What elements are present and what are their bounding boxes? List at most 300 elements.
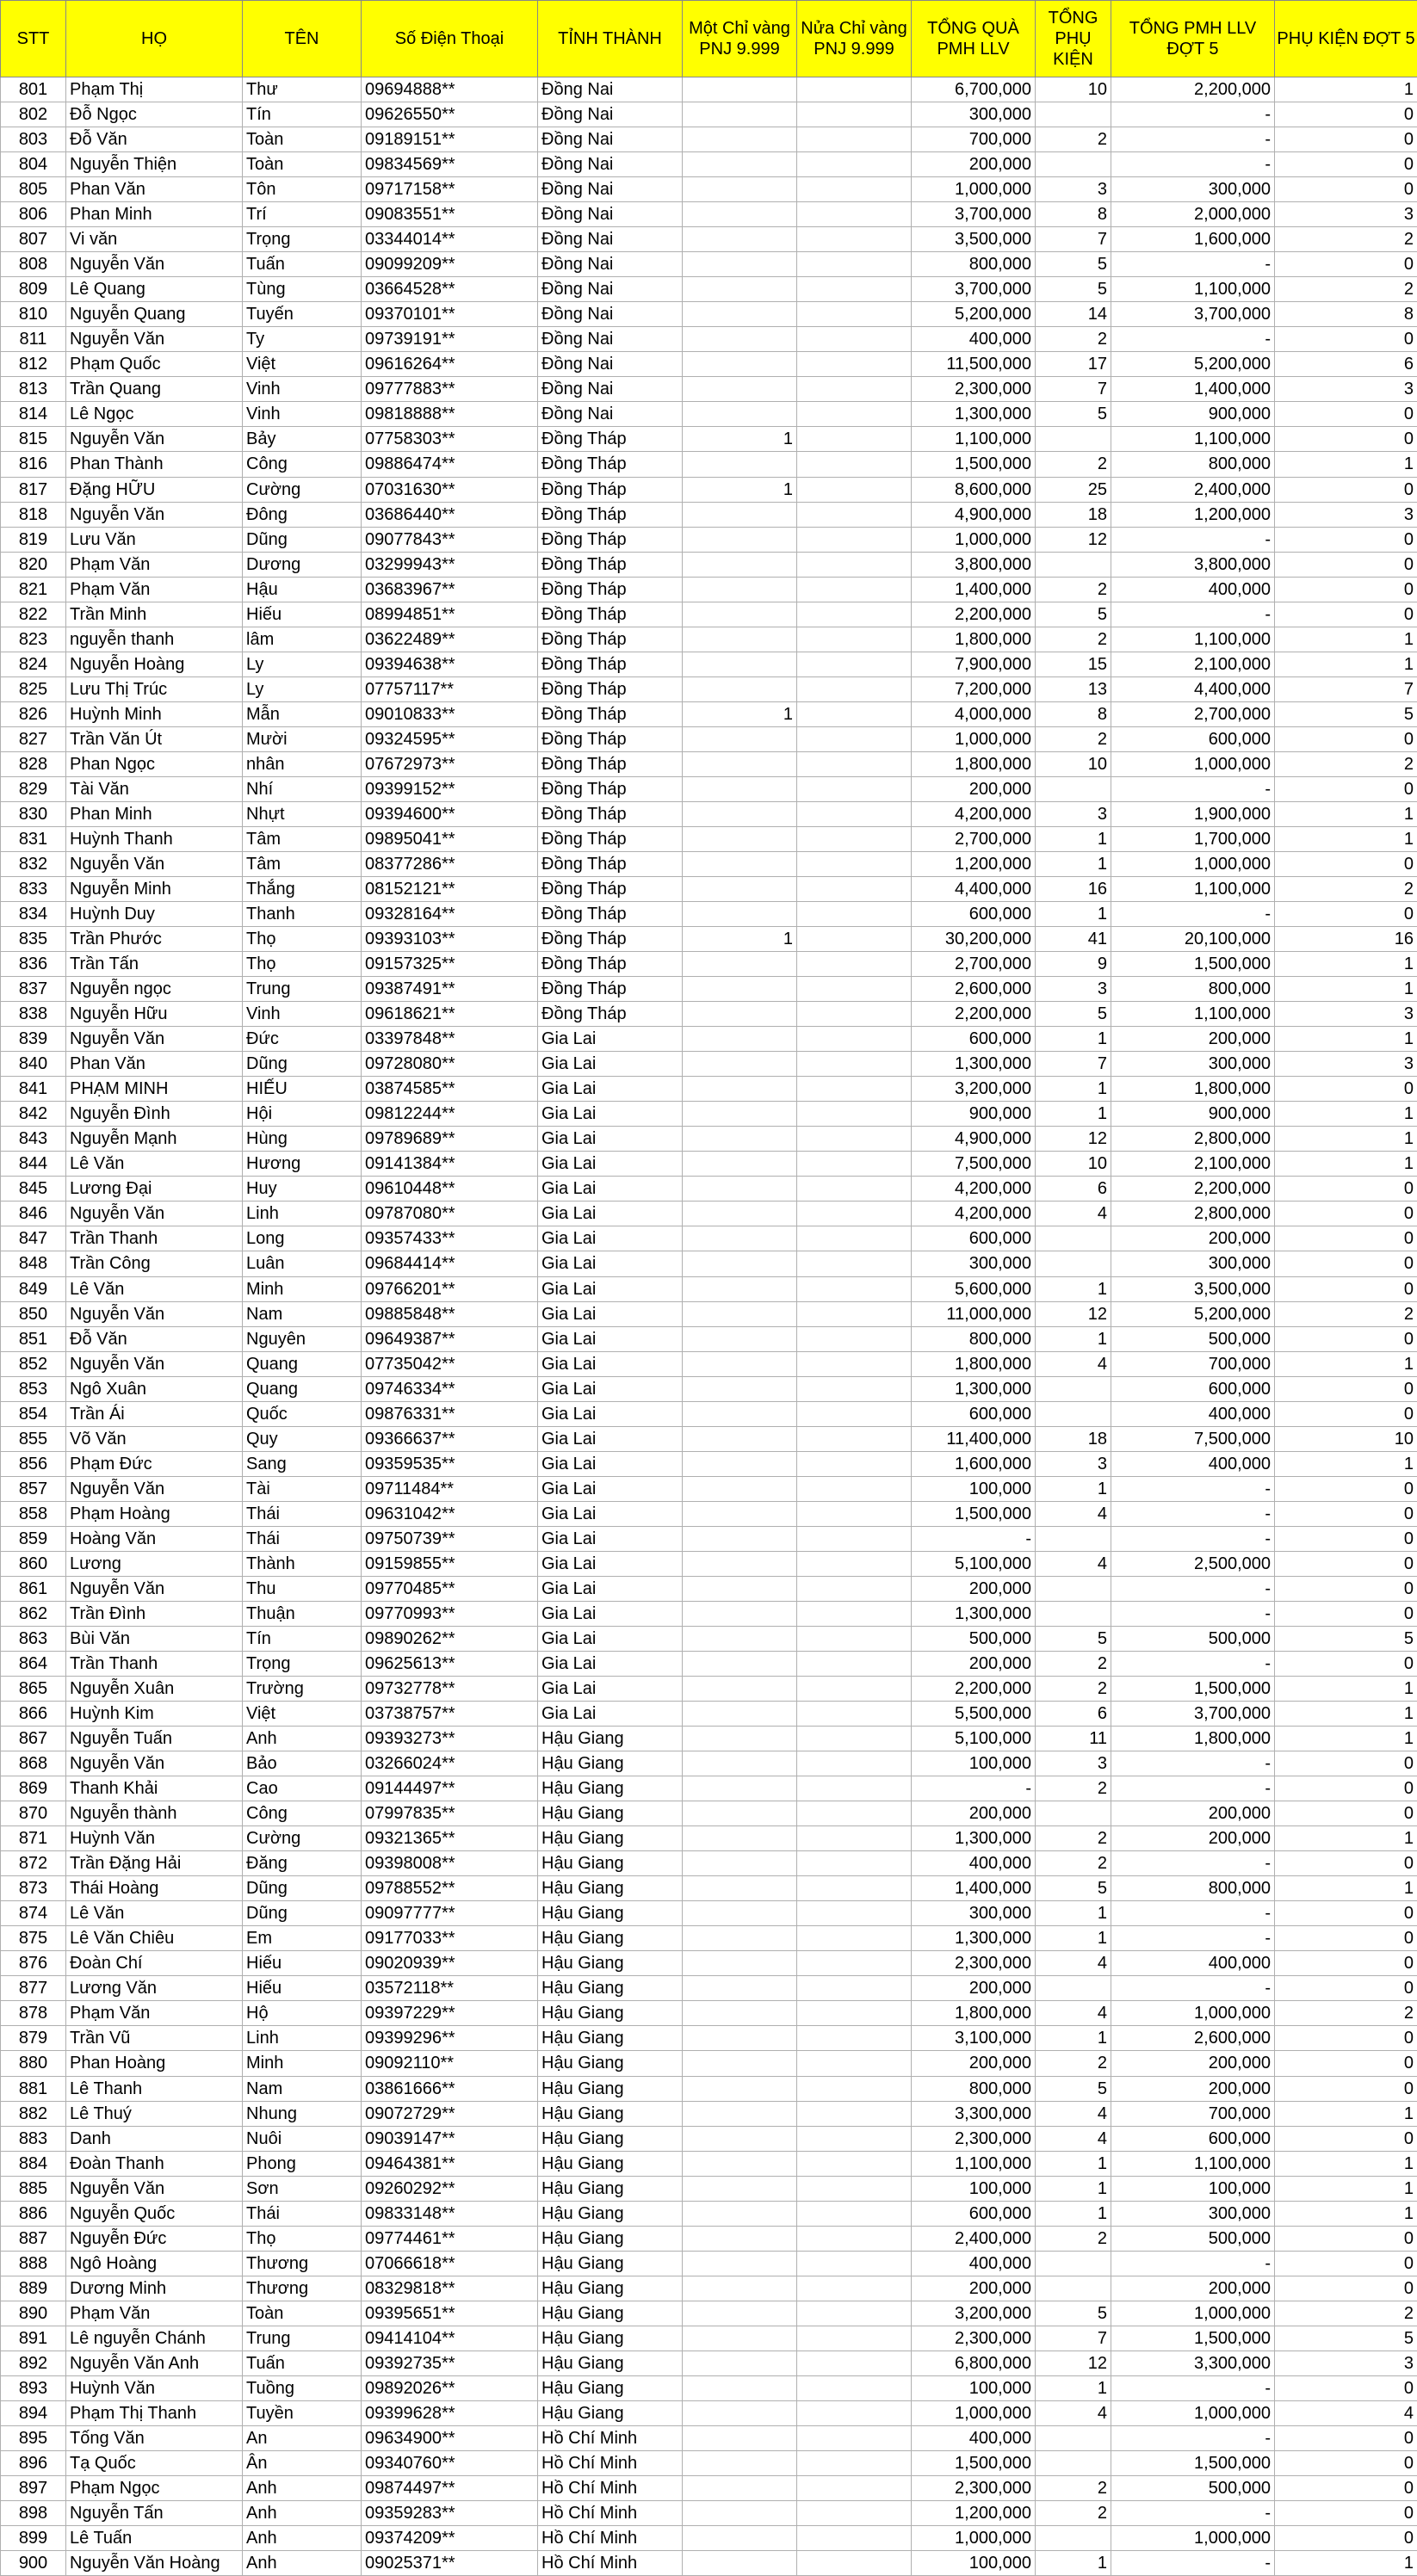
cell-total-voucher: 2,300,000 — [912, 2126, 1036, 2151]
cell-voucher-round5: 500,000 — [1111, 1626, 1275, 1651]
cell-total-voucher: 3,200,000 — [912, 1077, 1036, 1102]
cell-province: Đồng Tháp — [538, 826, 683, 851]
cell-ho: Nguyễn Văn — [66, 327, 243, 352]
cell-half-chi-gold — [797, 851, 912, 876]
cell-one-chi-gold: 1 — [683, 927, 797, 952]
cell-total-voucher: 700,000 — [912, 127, 1036, 152]
cell-stt: 890 — [1, 2301, 66, 2326]
cell-half-chi-gold — [797, 1376, 912, 1401]
cell-stt: 806 — [1, 202, 66, 227]
cell-phone: 03683967** — [362, 577, 538, 602]
table-row — [1, 2051, 1417, 2076]
cell-accessories-round5: 0 — [1275, 851, 1417, 876]
table-row — [1, 952, 1417, 977]
cell-stt: 831 — [1, 826, 66, 851]
cell-province: Gia Lai — [538, 1301, 683, 1326]
cell-one-chi-gold — [683, 1601, 797, 1626]
cell-total-accessories: 2 — [1036, 627, 1111, 652]
cell-one-chi-gold — [683, 402, 797, 427]
cell-accessories-round5: 0 — [1275, 1526, 1417, 1551]
cell-total-voucher: 400,000 — [912, 327, 1036, 352]
cell-ten: Việt — [243, 1702, 362, 1727]
cell-total-voucher: 1,000,000 — [912, 2526, 1036, 2551]
cell-phone: 09732778** — [362, 1677, 538, 1702]
cell-accessories-round5: 1 — [1275, 2151, 1417, 2176]
cell-one-chi-gold — [683, 952, 797, 977]
cell-one-chi-gold — [683, 877, 797, 902]
cell-province: Đồng Tháp — [538, 726, 683, 751]
cell-total-accessories: 11 — [1036, 1727, 1111, 1751]
cell-ho: Tạ Quốc — [66, 2450, 243, 2475]
cell-one-chi-gold — [683, 2051, 797, 2076]
cell-province: Hậu Giang — [538, 1801, 683, 1826]
cell-ten: Quang — [243, 1376, 362, 1401]
cell-accessories-round5: 2 — [1275, 277, 1417, 302]
cell-one-chi-gold — [683, 2301, 797, 2326]
cell-half-chi-gold — [797, 127, 912, 152]
cell-phone: 09357433** — [362, 1226, 538, 1251]
table-row — [1, 1926, 1417, 1951]
cell-voucher-round5: 300,000 — [1111, 177, 1275, 202]
cell-total-accessories: 14 — [1036, 302, 1111, 327]
cell-voucher-round5: 4,400,000 — [1111, 676, 1275, 701]
cell-voucher-round5: 200,000 — [1111, 1226, 1275, 1251]
cell-half-chi-gold — [797, 102, 912, 127]
cell-one-chi-gold — [683, 527, 797, 552]
cell-half-chi-gold — [797, 1776, 912, 1801]
cell-half-chi-gold — [797, 801, 912, 826]
cell-one-chi-gold — [683, 1702, 797, 1727]
cell-stt: 839 — [1, 1027, 66, 1052]
cell-total-voucher: 400,000 — [912, 1851, 1036, 1876]
cell-ho: Đoàn Thanh — [66, 2151, 243, 2176]
cell-province: Hậu Giang — [538, 1926, 683, 1951]
cell-voucher-round5: 2,100,000 — [1111, 1152, 1275, 1177]
cell-ho: Huỳnh Minh — [66, 701, 243, 726]
cell-total-accessories: 1 — [1036, 2151, 1111, 2176]
cell-voucher-round5: 1,000,000 — [1111, 2001, 1275, 2026]
table-row — [1, 2351, 1417, 2375]
cell-province: Gia Lai — [538, 1526, 683, 1551]
cell-accessories-round5: 1 — [1275, 952, 1417, 977]
cell-province: Gia Lai — [538, 1351, 683, 1376]
cell-stt: 864 — [1, 1651, 66, 1676]
table-row — [1, 2551, 1417, 2576]
cell-stt: 848 — [1, 1251, 66, 1276]
cell-voucher-round5: - — [1111, 2375, 1275, 2400]
cell-accessories-round5: 0 — [1275, 252, 1417, 277]
cell-province: Đồng Nai — [538, 327, 683, 352]
cell-accessories-round5: 1 — [1275, 801, 1417, 826]
cell-ho: Nguyễn Văn Hoàng — [66, 2551, 243, 2576]
cell-province: Gia Lai — [538, 1326, 683, 1351]
cell-province: Đồng Nai — [538, 202, 683, 227]
cell-province: Đồng Tháp — [538, 502, 683, 527]
cell-stt: 897 — [1, 2476, 66, 2501]
cell-ho: Nguyễn Hữu — [66, 1002, 243, 1027]
cell-phone: 08329818** — [362, 2276, 538, 2301]
cell-phone: 09777883** — [362, 377, 538, 402]
cell-accessories-round5: 1 — [1275, 452, 1417, 477]
cell-province: Gia Lai — [538, 1027, 683, 1052]
cell-accessories-round5: 0 — [1275, 1077, 1417, 1102]
table-row — [1, 227, 1417, 252]
cell-stt: 824 — [1, 652, 66, 676]
cell-accessories-round5: 0 — [1275, 1751, 1417, 1776]
cell-voucher-round5: 400,000 — [1111, 1951, 1275, 1976]
cell-one-chi-gold — [683, 352, 797, 377]
cell-phone: 09366637** — [362, 1426, 538, 1451]
cell-total-accessories: 4 — [1036, 2400, 1111, 2425]
cell-ho: Trần Tấn — [66, 952, 243, 977]
cell-stt: 881 — [1, 2076, 66, 2101]
cell-one-chi-gold — [683, 2351, 797, 2375]
cell-ten: Toàn — [243, 2301, 362, 2326]
cell-ho: Trần Vũ — [66, 2026, 243, 2051]
cell-total-accessories — [1036, 1976, 1111, 2001]
cell-accessories-round5: 1 — [1275, 1152, 1417, 1177]
cell-stt: 851 — [1, 1326, 66, 1351]
cell-accessories-round5: 0 — [1275, 2251, 1417, 2276]
table-row — [1, 1801, 1417, 1826]
cell-voucher-round5: 700,000 — [1111, 1351, 1275, 1376]
cell-one-chi-gold — [683, 2450, 797, 2475]
cell-one-chi-gold — [683, 1801, 797, 1826]
cell-one-chi-gold: 1 — [683, 701, 797, 726]
cell-ho: Tống Văn — [66, 2425, 243, 2450]
cell-total-accessories: 1 — [1036, 2026, 1111, 2051]
cell-voucher-round5: - — [1111, 2425, 1275, 2450]
col-header-accessories-round5: PHỤ KIỆN ĐỢT 5 — [1275, 1, 1417, 77]
cell-ten: Tuyến — [243, 302, 362, 327]
cell-ho: Nguyễn Văn — [66, 252, 243, 277]
cell-stt: 886 — [1, 2201, 66, 2226]
cell-phone: 09025371** — [362, 2551, 538, 2576]
cell-stt: 805 — [1, 177, 66, 202]
cell-province: Hậu Giang — [538, 2326, 683, 2351]
cell-one-chi-gold — [683, 1677, 797, 1702]
cell-total-voucher: 2,700,000 — [912, 952, 1036, 977]
cell-total-voucher: 200,000 — [912, 776, 1036, 801]
cell-province: Gia Lai — [538, 1702, 683, 1727]
cell-voucher-round5: 800,000 — [1111, 1876, 1275, 1901]
col-header-phone: Số Điện Thoại — [362, 1, 538, 77]
cell-ho: Trần Thanh — [66, 1226, 243, 1251]
cell-total-accessories: 4 — [1036, 2101, 1111, 2126]
cell-half-chi-gold — [797, 1601, 912, 1626]
table-row — [1, 1052, 1417, 1077]
cell-total-voucher: 4,200,000 — [912, 801, 1036, 826]
cell-ho: Phạm Văn — [66, 2301, 243, 2326]
cell-province: Hồ Chí Minh — [538, 2425, 683, 2450]
cell-accessories-round5: 1 — [1275, 1027, 1417, 1052]
cell-ten: Dũng — [243, 1052, 362, 1077]
cell-province: Đồng Tháp — [538, 877, 683, 902]
cell-ho: Huỳnh Văn — [66, 1826, 243, 1851]
cell-total-voucher: 4,900,000 — [912, 1127, 1036, 1152]
cell-accessories-round5: 0 — [1275, 1276, 1417, 1301]
cell-ho: Huỳnh Văn — [66, 2375, 243, 2400]
cell-stt: 874 — [1, 1901, 66, 1926]
cell-ho: Phan Minh — [66, 202, 243, 227]
cell-ho: Nguyễn Tấn — [66, 2501, 243, 2526]
cell-half-chi-gold — [797, 751, 912, 776]
cell-voucher-round5: - — [1111, 252, 1275, 277]
cell-total-accessories — [1036, 1226, 1111, 1251]
cell-accessories-round5: 5 — [1275, 1626, 1417, 1651]
cell-total-accessories — [1036, 2450, 1111, 2475]
cell-ho: Lê Thanh — [66, 2076, 243, 2101]
table-row — [1, 2001, 1417, 2026]
cell-one-chi-gold — [683, 1851, 797, 1876]
cell-half-chi-gold — [797, 1526, 912, 1551]
cell-one-chi-gold — [683, 1776, 797, 1801]
cell-total-accessories: 3 — [1036, 177, 1111, 202]
cell-half-chi-gold — [797, 2151, 912, 2176]
cell-ho: Phạm Văn — [66, 552, 243, 577]
cell-stt: 833 — [1, 877, 66, 902]
cell-stt: 850 — [1, 1301, 66, 1326]
cell-total-accessories: 1 — [1036, 1077, 1111, 1102]
table-row — [1, 302, 1417, 327]
cell-ho: Phan Ngọc — [66, 751, 243, 776]
cell-half-chi-gold — [797, 2076, 912, 2101]
cell-phone: 09890262** — [362, 1626, 538, 1651]
cell-accessories-round5: 0 — [1275, 152, 1417, 177]
cell-ho: Vi văn — [66, 227, 243, 252]
cell-phone: 09374209** — [362, 2526, 538, 2551]
cell-stt: 834 — [1, 902, 66, 927]
cell-phone: 09399152** — [362, 776, 538, 801]
cell-accessories-round5: 1 — [1275, 1127, 1417, 1152]
cell-total-accessories: 41 — [1036, 927, 1111, 952]
cell-province: Hậu Giang — [538, 2176, 683, 2201]
cell-stt: 845 — [1, 1177, 66, 1202]
cell-stt: 882 — [1, 2101, 66, 2126]
cell-ten: Thương — [243, 2276, 362, 2301]
cell-voucher-round5: 1,800,000 — [1111, 1077, 1275, 1102]
table-row — [1, 1177, 1417, 1202]
cell-ten: Sang — [243, 1451, 362, 1476]
cell-ho: Nguyễn Văn — [66, 502, 243, 527]
cell-stt: 823 — [1, 627, 66, 652]
cell-accessories-round5: 3 — [1275, 502, 1417, 527]
cell-province: Đồng Tháp — [538, 851, 683, 876]
cell-province: Hậu Giang — [538, 1826, 683, 1851]
cell-ten: Toàn — [243, 127, 362, 152]
cell-phone: 09770485** — [362, 1576, 538, 1601]
cell-one-chi-gold — [683, 2425, 797, 2450]
cell-phone: 09387491** — [362, 977, 538, 1002]
cell-ho: Nguyễn Xuân — [66, 1677, 243, 1702]
cell-ten: Cường — [243, 1826, 362, 1851]
cell-one-chi-gold: 1 — [683, 427, 797, 452]
table-row — [1, 1376, 1417, 1401]
table-row — [1, 2151, 1417, 2176]
cell-total-accessories: 5 — [1036, 402, 1111, 427]
cell-ho: Nguyễn Minh — [66, 877, 243, 902]
cell-voucher-round5: 1,000,000 — [1111, 2526, 1275, 2551]
cell-ten: Vinh — [243, 402, 362, 427]
cell-accessories-round5: 1 — [1275, 826, 1417, 851]
cell-voucher-round5: 1,400,000 — [1111, 377, 1275, 402]
table-row — [1, 1401, 1417, 1426]
cell-stt: 893 — [1, 2375, 66, 2400]
cell-half-chi-gold — [797, 1401, 912, 1426]
cell-ho: Nguyễn Văn — [66, 427, 243, 452]
cell-voucher-round5: 1,100,000 — [1111, 877, 1275, 902]
table-row — [1, 1776, 1417, 1801]
cell-voucher-round5: 2,400,000 — [1111, 477, 1275, 502]
cell-ten: Quốc — [243, 1401, 362, 1426]
cell-accessories-round5: 1 — [1275, 2176, 1417, 2201]
cell-one-chi-gold — [683, 2400, 797, 2425]
cell-accessories-round5: 1 — [1275, 652, 1417, 676]
cell-total-voucher: 100,000 — [912, 1476, 1036, 1501]
cell-ten: Hiếu — [243, 1951, 362, 1976]
cell-total-accessories — [1036, 152, 1111, 177]
cell-half-chi-gold — [797, 2326, 912, 2351]
cell-phone: 09144497** — [362, 1776, 538, 1801]
table-row — [1, 1526, 1417, 1551]
cell-accessories-round5: 1 — [1275, 2201, 1417, 2226]
cell-accessories-round5: 0 — [1275, 2476, 1417, 2501]
cell-ten: Sơn — [243, 2176, 362, 2201]
cell-accessories-round5: 1 — [1275, 77, 1417, 102]
cell-ten: Tôn — [243, 177, 362, 202]
cell-voucher-round5: 200,000 — [1111, 1826, 1275, 1851]
cell-province: Đồng Tháp — [538, 627, 683, 652]
cell-province: Đồng Tháp — [538, 751, 683, 776]
cell-total-voucher: 4,000,000 — [912, 701, 1036, 726]
cell-province: Hậu Giang — [538, 2076, 683, 2101]
cell-total-accessories: 2 — [1036, 1826, 1111, 1851]
cell-ho: PHẠM MINH — [66, 1077, 243, 1102]
cell-stt: 879 — [1, 2026, 66, 2051]
cell-ten: Mẫn — [243, 701, 362, 726]
cell-ten: Mười — [243, 726, 362, 751]
cell-voucher-round5: 3,800,000 — [1111, 552, 1275, 577]
cell-voucher-round5: 2,100,000 — [1111, 652, 1275, 676]
cell-ho: Phạm Quốc — [66, 352, 243, 377]
cell-total-accessories: 12 — [1036, 1127, 1111, 1152]
table-row — [1, 1651, 1417, 1676]
cell-province: Hậu Giang — [538, 2226, 683, 2251]
cell-total-accessories — [1036, 1526, 1111, 1551]
cell-total-voucher: 600,000 — [912, 1226, 1036, 1251]
cell-total-voucher: 800,000 — [912, 2076, 1036, 2101]
cell-ho: Lê nguyễn Chánh — [66, 2326, 243, 2351]
cell-ho: Nguyễn Văn — [66, 1202, 243, 1226]
cell-ten: Đông — [243, 502, 362, 527]
cell-accessories-round5: 0 — [1275, 1576, 1417, 1601]
cell-ten: Dũng — [243, 527, 362, 552]
cell-total-accessories: 6 — [1036, 1177, 1111, 1202]
cell-half-chi-gold — [797, 2176, 912, 2201]
cell-stt: 898 — [1, 2501, 66, 2526]
table-row — [1, 1102, 1417, 1127]
cell-total-accessories: 4 — [1036, 1951, 1111, 1976]
cell-total-voucher: 3,300,000 — [912, 2101, 1036, 2126]
cell-stt: 853 — [1, 1376, 66, 1401]
cell-ten: Tuyền — [243, 2400, 362, 2425]
cell-voucher-round5: 1,100,000 — [1111, 1002, 1275, 1027]
cell-voucher-round5: 2,800,000 — [1111, 1202, 1275, 1226]
col-header-ten: TÊN — [243, 1, 362, 77]
cell-ho: Nguyễn ngọc — [66, 977, 243, 1002]
cell-voucher-round5: 1,000,000 — [1111, 751, 1275, 776]
cell-voucher-round5: - — [1111, 1926, 1275, 1951]
cell-stt: 859 — [1, 1526, 66, 1551]
table-row — [1, 2326, 1417, 2351]
table-row — [1, 1202, 1417, 1226]
cell-total-voucher: 4,400,000 — [912, 877, 1036, 902]
cell-ho: Trần Công — [66, 1251, 243, 1276]
cell-phone: 08994851** — [362, 602, 538, 627]
cell-ten: Ty — [243, 327, 362, 352]
cell-half-chi-gold — [797, 2126, 912, 2151]
cell-ho: Nguyễn Quốc — [66, 2201, 243, 2226]
cell-stt: 843 — [1, 1127, 66, 1152]
cell-one-chi-gold — [683, 1152, 797, 1177]
cell-province: Hậu Giang — [538, 2351, 683, 2375]
cell-voucher-round5: 1,500,000 — [1111, 952, 1275, 977]
cell-total-accessories: 5 — [1036, 2076, 1111, 2101]
cell-total-voucher: 2,700,000 — [912, 826, 1036, 851]
cell-total-voucher: 1,000,000 — [912, 726, 1036, 751]
cell-stt: 858 — [1, 1501, 66, 1526]
cell-one-chi-gold — [683, 826, 797, 851]
cell-ho: Phan Văn — [66, 1052, 243, 1077]
cell-one-chi-gold — [683, 2151, 797, 2176]
cell-accessories-round5: 5 — [1275, 2326, 1417, 2351]
table-row — [1, 2501, 1417, 2526]
cell-half-chi-gold — [797, 1301, 912, 1326]
cell-province: Đồng Tháp — [538, 952, 683, 977]
cell-ten: Cao — [243, 1776, 362, 1801]
cell-total-voucher: 600,000 — [912, 1027, 1036, 1052]
cell-total-voucher: 1,300,000 — [912, 1052, 1036, 1077]
cell-voucher-round5: - — [1111, 902, 1275, 927]
cell-stt: 871 — [1, 1826, 66, 1851]
table-row — [1, 2201, 1417, 2226]
cell-total-accessories: 1 — [1036, 902, 1111, 927]
cell-one-chi-gold — [683, 2501, 797, 2526]
table-row — [1, 1901, 1417, 1926]
cell-ten: Tài — [243, 1476, 362, 1501]
cell-one-chi-gold — [683, 1401, 797, 1426]
cell-half-chi-gold — [797, 1202, 912, 1226]
cell-ten: Anh — [243, 2476, 362, 2501]
cell-ten: Ân — [243, 2450, 362, 2475]
cell-phone: 03266024** — [362, 1751, 538, 1776]
cell-stt: 829 — [1, 776, 66, 801]
cell-voucher-round5: 2,000,000 — [1111, 202, 1275, 227]
cell-total-voucher: 3,700,000 — [912, 277, 1036, 302]
cell-voucher-round5: 300,000 — [1111, 2201, 1275, 2226]
cell-voucher-round5: 2,200,000 — [1111, 1177, 1275, 1202]
cell-stt: 825 — [1, 676, 66, 701]
cell-total-voucher: - — [912, 1526, 1036, 1551]
cell-half-chi-gold — [797, 277, 912, 302]
cell-total-voucher: 5,100,000 — [912, 1551, 1036, 1576]
cell-ho: Phạm Thị Thanh — [66, 2400, 243, 2425]
cell-total-accessories: 2 — [1036, 327, 1111, 352]
cell-accessories-round5: 2 — [1275, 751, 1417, 776]
cell-voucher-round5: 20,100,000 — [1111, 927, 1275, 952]
cell-ten: Thanh — [243, 902, 362, 927]
cell-total-voucher: 800,000 — [912, 1326, 1036, 1351]
